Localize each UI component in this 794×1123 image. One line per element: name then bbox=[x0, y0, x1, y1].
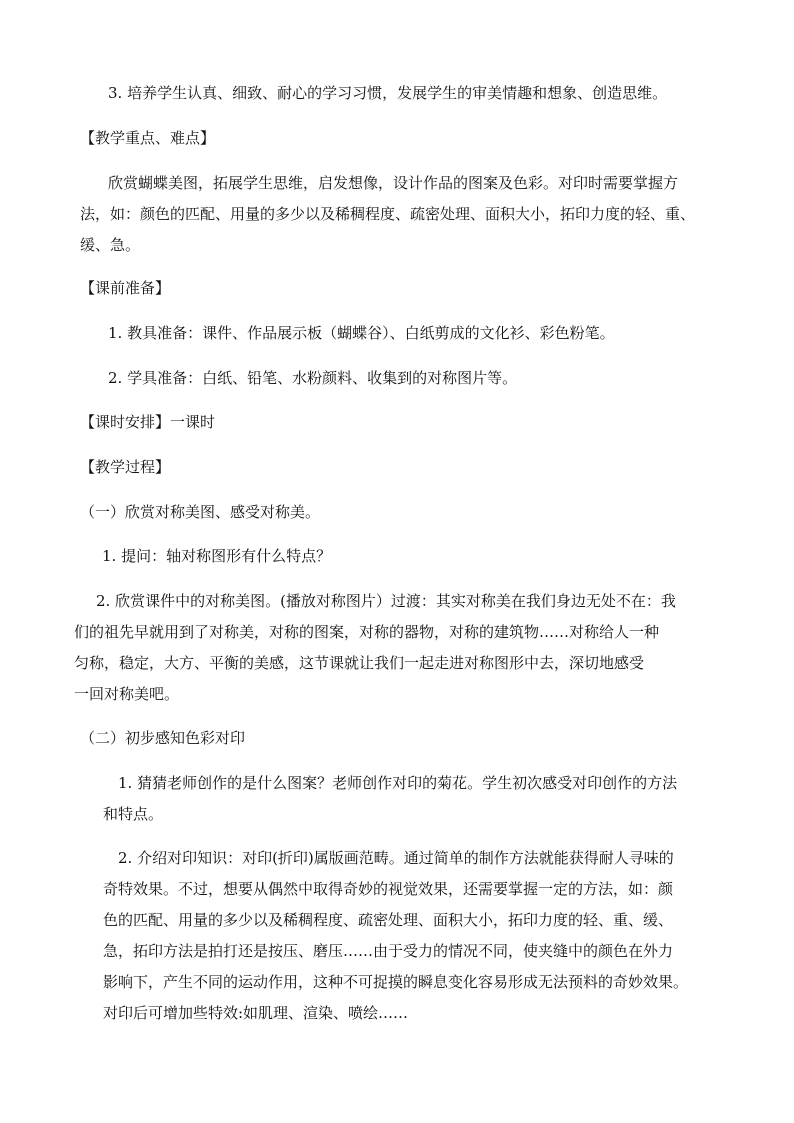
goal-3: 3. 培养学生认真、细致、耐心的学习习惯，发展学生的审美情趣和想象、创造思维。 bbox=[108, 84, 668, 102]
key-points-line-1: 欣赏蝴蝶美图，拓展学生思维，启发想像，设计作品的图案及色彩。对印时需要掌握方 bbox=[108, 174, 679, 192]
preparation-item-2: 2. 学具准备：白纸、铅笔、水粉颜料、收集到的对称图片等。 bbox=[108, 369, 518, 387]
section-1-item-2-line-4: 一回对称美吧。 bbox=[74, 685, 180, 703]
schedule-line bbox=[80, 412, 215, 432]
section-2-item-2-line-5: 影响下，产生不同的运动作用，这种不可捉摸的瞬息变化容易形成无法预料的奇妙效果。 bbox=[103, 973, 689, 991]
section-2-item-2-line-4: 急，拓印方法是拍打还是按压、磨压……由于受力的情况不同，使夹缝中的颜色在外力 bbox=[103, 942, 674, 960]
section-2-item-1-line-2: 和特点。 bbox=[103, 805, 164, 823]
section-1-item-1: 1. 提问：轴对称图形有什么特点？ bbox=[102, 547, 332, 565]
preparation-heading: 【课前准备】 bbox=[80, 279, 171, 297]
section-2-item-2-line-1: 2. 介绍对印知识：对印(折印)属版画范畴。通过简单的制作方法就能获得耐人寻味的 bbox=[118, 849, 674, 867]
section-2-item-1-line-1: 1. 猜猜老师创作的是什么图案？老师创作对印的菊花。学生初次感受对印创作的方法 bbox=[118, 774, 678, 792]
section-1-item-2-line-2: 们的祖先早就用到了对称美，对称的图案，对称的器物，对称的建筑物……对称给人一种 bbox=[74, 623, 660, 641]
section-2-item-2-line-3: 色的匹配、用量的多少以及稀稠程度、疏密处理、面积大小，拓印力度的轻、重、缓、 bbox=[103, 911, 674, 929]
process-heading: 【教学过程】 bbox=[80, 458, 171, 476]
section-1-title: （一）欣赏对称美图、感受对称美。 bbox=[80, 503, 321, 521]
schedule-heading: 【课时安排】 bbox=[80, 413, 171, 431]
key-points-line-3: 缓、急。 bbox=[80, 236, 141, 254]
key-points-line-2: 法，如：颜色的匹配、用量的多少以及稀稠程度、疏密处理、面积大小，拓印力度的轻、重、 bbox=[80, 205, 696, 223]
section-2-item-2-line-2: 奇特效果。不过，想要从偶然中取得奇妙的视觉效果，还需要掌握一定的方法，如：颜 bbox=[103, 880, 674, 898]
section-2-title: （二）初步感知色彩对印 bbox=[80, 729, 246, 747]
section-1-item-2-line-1: 2. 欣赏课件中的对称美图。(播放对称图片）过渡：其实对称美在我们身边无处不在：我 bbox=[96, 592, 676, 610]
section-2-item-2-line-6: 对印后可增加些特效:如肌理、渲染、喷绘…… bbox=[103, 1004, 409, 1022]
schedule-value: 一课时 bbox=[170, 413, 216, 431]
preparation-item-1: 1. 教具准备：课件、作品展示板（蝴蝶谷）、白纸剪成的文化衫、彩色粉笔。 bbox=[108, 324, 615, 342]
section-1-item-2-line-3: 匀称，稳定，大方、平衡的美感，这节课就让我们一起走进对称图形中去，深切地感受 bbox=[74, 654, 645, 672]
key-points-heading: 【教学重点、难点】 bbox=[80, 129, 216, 147]
